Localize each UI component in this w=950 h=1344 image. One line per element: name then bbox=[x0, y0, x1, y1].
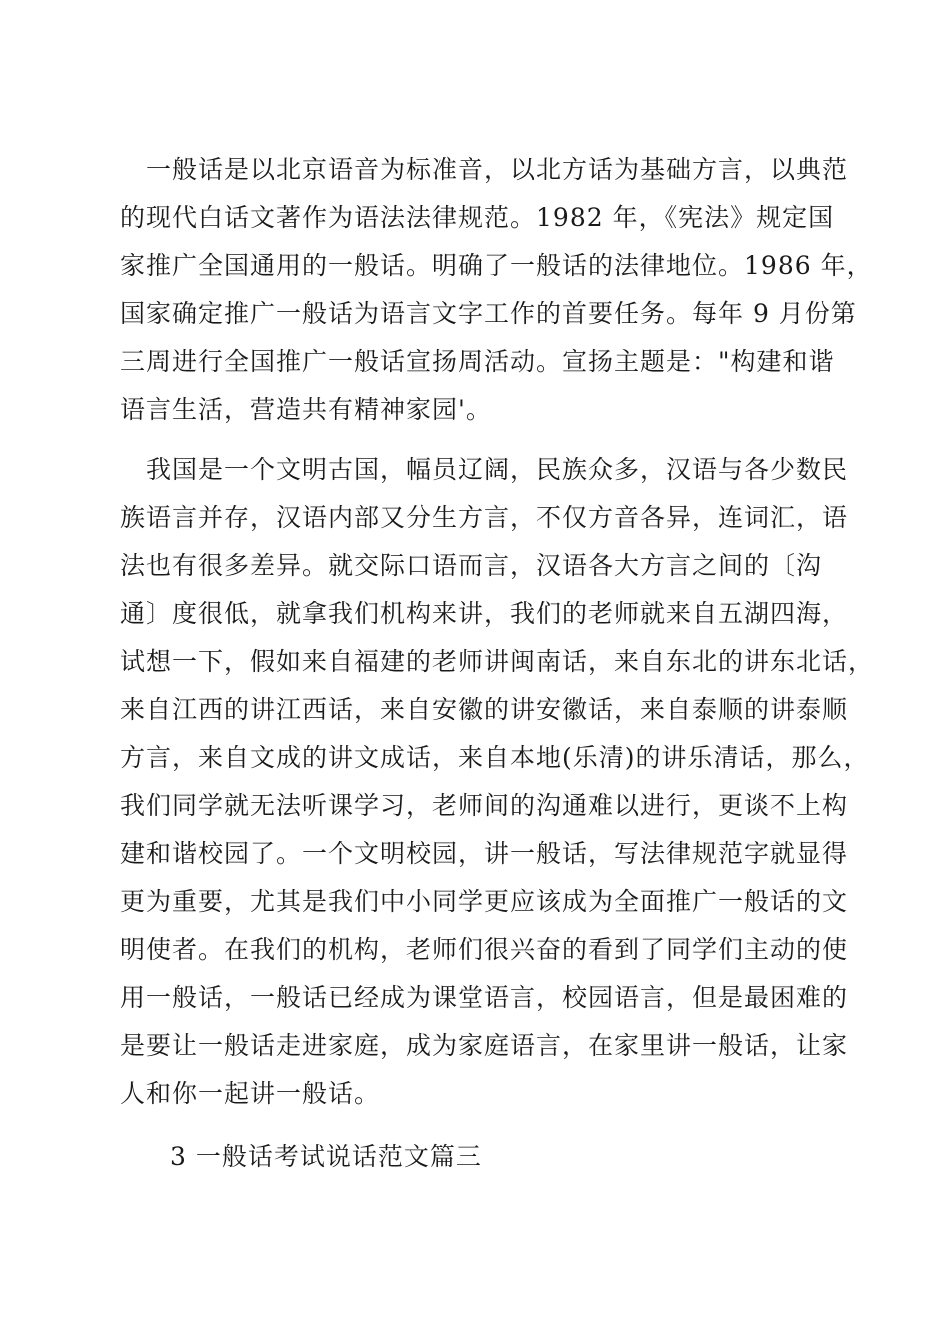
paragraph-line: 明使者。在我们的机构，老师们很兴奋的看到了同学们主动的使 bbox=[120, 935, 849, 964]
paragraph-line: 来自江西的讲江西话，来自安徽的讲安徽话，来自泰顺的讲泰顺 bbox=[120, 695, 849, 724]
paragraph-line: 用一般话，一般话已经成为课堂语言，校园语言，但是最困难的 bbox=[120, 983, 849, 1012]
paragraph-line: 是要让一般话走进家庭，成为家庭语言，在家里讲一般话，让家 bbox=[120, 1031, 849, 1060]
paragraph-line: 通〕度很低，就拿我们机构来讲，我们的老师就来自五湖四海， bbox=[120, 599, 849, 628]
paragraph-line: 一般话是以北京语音为标准音，以北方话为基础方言，以典范 bbox=[146, 155, 849, 184]
section-heading: 3 一般话考试说话范文篇三 bbox=[170, 1142, 482, 1171]
paragraph-line: 我国是一个文明古国，幅员辽阔，民族众多，汉语与各少数民 bbox=[146, 455, 849, 484]
paragraph-line: 国家确定推广一般话为语言文字工作的首要任务。每年 9 月份第 bbox=[120, 299, 857, 328]
paragraph-line: 试想一下，假如来自福建的老师讲闽南话，来自东北的讲东北话， bbox=[120, 647, 875, 676]
paragraph-line: 的现代白话文著作为语法法律规范。1982 年，《宪法》规定国 bbox=[120, 203, 835, 232]
paragraph-line: 更为重要，尤其是我们中小同学更应该成为全面推广一般话的文 bbox=[120, 887, 849, 916]
paragraph-line: 我们同学就无法听课学习，老师间的沟通难以进行，更谈不上构 bbox=[120, 791, 849, 820]
paragraph-line: 人和你一起讲一般话。 bbox=[120, 1079, 381, 1108]
paragraph-line: 语言生活，营造共有精神家园'。 bbox=[120, 395, 492, 424]
paragraph-line: 建和谐校园了。一个文明校园，讲一般话，写法律规范字就显得 bbox=[120, 839, 849, 868]
paragraph-line: 方言，来自文成的讲文成话，来自本地(乐清)的讲乐清话，那么， bbox=[120, 743, 870, 772]
paragraph-line: 三周进行全国推广一般话宣扬周活动。宣扬主题是："构建和谐 bbox=[120, 347, 835, 376]
paragraph-line: 法也有很多差异。就交际口语而言，汉语各大方言之间的〔沟 bbox=[120, 551, 823, 580]
paragraph-line: 家推广全国通用的一般话。明确了一般话的法律地位。1986 年， bbox=[120, 251, 873, 280]
paragraph-line: 族语言并存，汉语内部又分生方言，不仅方音各异，连词汇，语 bbox=[120, 503, 849, 532]
